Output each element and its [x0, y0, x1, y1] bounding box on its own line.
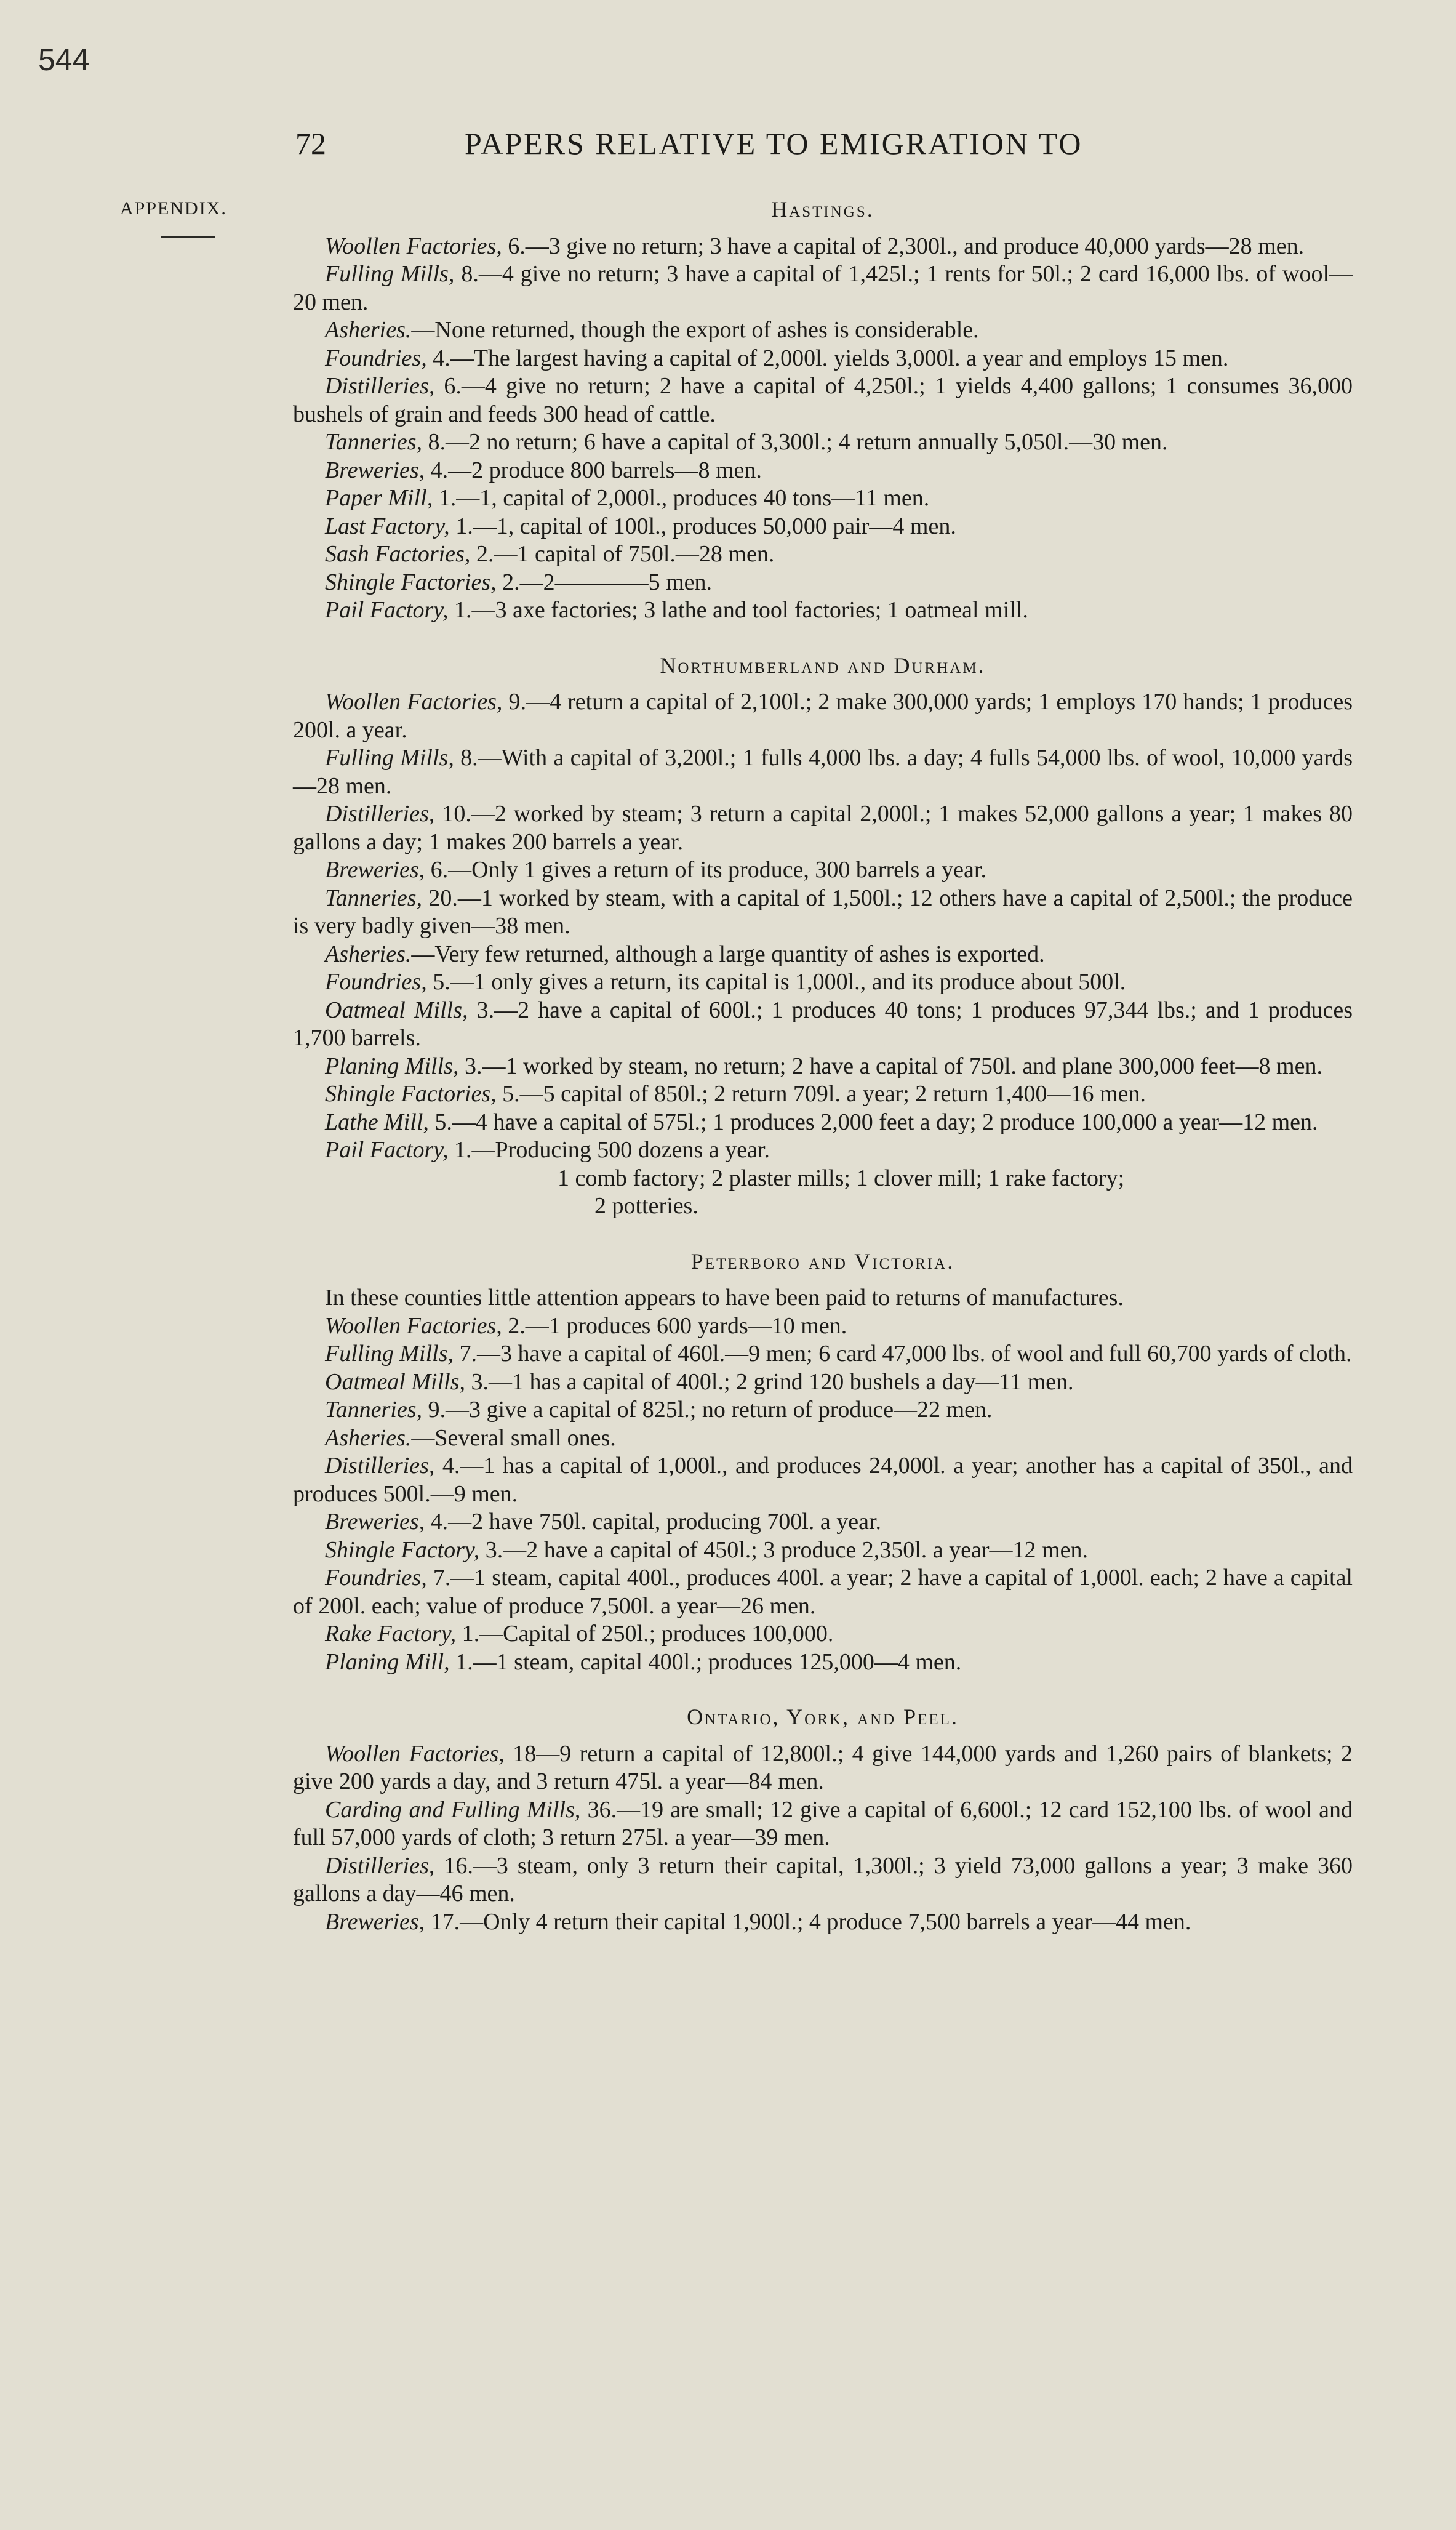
entry-name: Sash Factories,	[325, 541, 471, 567]
entry	[293, 1564, 1353, 1620]
entry-name: Rake Factory,	[325, 1621, 457, 1647]
entry-text: 18—9 return a capital of 12,800l.; 4 give 144,000 yards and 1,260 pairs of blankets; 2 give 200 yards a day, and 3 return 475l. a year—84 men.	[293, 1740, 1353, 1794]
entry-name: Distilleries,	[325, 373, 435, 399]
entry-name: Foundries,	[325, 345, 427, 371]
entry-text: 2.—1 produces 600 yards—10 men.	[502, 1312, 847, 1339]
entry	[293, 316, 1353, 345]
entry	[293, 1796, 1353, 1852]
entry	[293, 1136, 1353, 1165]
entry-text: 6.—Only 1 gives a return of its produce, 300 barrels a year.	[425, 857, 986, 883]
entry-name: Pail Factory,	[325, 597, 449, 623]
entry-text: —None returned, though the export of ashes is considerable.	[411, 317, 979, 343]
entry-text: 8.—2 no return; 6 have a capital of 3,300l.; 4 return annually 5,050l.—30 men.	[422, 429, 1168, 455]
section	[293, 196, 1353, 625]
appendix-label: APPENDIX.	[120, 198, 227, 219]
entry-name: Oatmeal Mills,	[325, 997, 468, 1023]
entry	[293, 1740, 1353, 1796]
entry	[293, 1452, 1353, 1508]
entry-text: 2.—2————5 men.	[496, 569, 713, 595]
entry-name: Tanneries,	[325, 885, 423, 911]
entry-text: 8.—4 give no return; 3 have a capital of 1,425l.; 1 rents for 50l.; 2 card 16,000 lbs. of wool—20 men.	[293, 261, 1353, 315]
entry-text: 1.—Capital of 250l.; produces 100,000.	[456, 1621, 834, 1647]
entry-name: Asheries.	[325, 1424, 412, 1451]
entry-name: Planing Mill,	[325, 1649, 450, 1675]
entry-name: Oatmeal Mills,	[325, 1368, 465, 1395]
entry-name: Woollen Factories,	[325, 1312, 502, 1339]
entry	[293, 941, 1353, 969]
entry	[293, 1080, 1353, 1109]
entry-text: 4.—2 have 750l. capital, producing 700l. a year.	[425, 1509, 882, 1535]
section-heading: Hastings.	[771, 197, 874, 222]
entry-name: Asheries.	[325, 941, 412, 967]
section-heading: Ontario, York, and Peel.	[687, 1705, 959, 1729]
entry-name: Shingle Factories,	[325, 569, 497, 595]
entry	[293, 372, 1353, 428]
entry-text: 4.—1 has a capital of 1,000l., and produces 24,000l. a year; another has a capital of 350l., and produces 500l.—9 men.	[293, 1453, 1353, 1507]
entry-list	[293, 688, 1353, 1221]
entry-text: 1.—3 axe factories; 3 lathe and tool factories; 1 oatmeal mill.	[448, 597, 1028, 623]
section-intro: In these counties little attention appears to have been paid to returns of manufactures.	[325, 1285, 1124, 1311]
entry	[293, 744, 1353, 800]
entry-name: Shingle Factory,	[325, 1536, 480, 1563]
document-body	[293, 196, 1353, 1963]
entry-name: Distilleries,	[325, 1453, 435, 1479]
entry-text: 2.—1 capital of 750l.—28 men.	[470, 541, 775, 567]
section	[293, 1703, 1353, 1936]
entry	[293, 260, 1353, 316]
entry	[293, 233, 1353, 261]
entry-name: Tanneries,	[325, 1397, 423, 1423]
entry-text: —Several small ones.	[411, 1424, 616, 1451]
entry-name: Lathe Mill,	[325, 1109, 429, 1135]
entry	[293, 885, 1353, 941]
entry-name: Tanneries,	[325, 429, 423, 455]
entry-text: 8.—With a capital of 3,200l.; 1 fulls 4,000 lbs. a day; 4 fulls 54,000 lbs. of wool, 10,000 yards—28 men.	[293, 745, 1353, 799]
entry-text: 1.—Producing 500 dozens a year.	[448, 1137, 770, 1163]
entry-name: Paper Mill,	[325, 485, 433, 511]
entry-list	[293, 233, 1353, 625]
entry	[293, 1620, 1353, 1649]
entry	[293, 1368, 1353, 1397]
entry	[293, 513, 1353, 541]
entry-name: Breweries,	[325, 457, 425, 483]
appendix-rule	[161, 236, 215, 238]
entry-text: 3.—2 have a capital of 450l.; 3 produce 2,350l. a year—12 men.	[479, 1536, 1088, 1563]
entry	[293, 540, 1353, 569]
section-heading: Northumberland and Durham.	[660, 653, 986, 678]
entry	[293, 457, 1353, 485]
entry-text: 3.—1 has a capital of 400l.; 2 grind 120 bushels a day—11 men.	[465, 1368, 1074, 1395]
page-title: PAPERS RELATIVE TO EMIGRATION TO	[465, 126, 1083, 161]
continuation-line: 2 potteries.	[594, 1193, 698, 1219]
entry-text: 3.—1 worked by steam, no return; 2 have a capital of 750l. and plane 300,000 feet—8 men.	[458, 1053, 1322, 1079]
entry	[293, 1424, 1353, 1453]
entry-name: Woollen Factories,	[325, 689, 503, 715]
entry-text: 1.—1, capital of 2,000l., produces 40 tons—11 men.	[433, 485, 930, 511]
entry-name: Distilleries,	[325, 801, 435, 827]
entry-text: 10.—2 worked by steam; 3 return a capital 2,000l.; 1 makes 52,000 gallons a year; 1 makes 80 gallons a day; 1 makes 200 barrels a year.	[293, 801, 1353, 855]
entry-name: Planing Mills,	[325, 1053, 459, 1079]
entry-text: 36.—19 are small; 12 give a capital of 6,600l.; 12 card 152,100 lbs. of wool and full 57,000 yards of cloth; 3 return 275l. a year—39 men.	[293, 1796, 1353, 1850]
entry-text: 5.—1 only gives a return, its capital is 1,000l., and its produce about 500l.	[426, 969, 1126, 995]
entry-text: 7.—1 steam, capital 400l., produces 400l. a year; 2 have a capital of 1,000l. each; 2 have a capital of 200l. each; value of produce 7,500l. a year—26 men.	[293, 1565, 1353, 1619]
entry	[293, 997, 1353, 1053]
entry-name: Breweries,	[325, 1509, 425, 1535]
entry	[293, 1340, 1353, 1368]
entry-text: 7.—3 have a capital of 460l.—9 men; 6 card 47,000 lbs. of wool and full 60,700 yards of cloth.	[454, 1341, 1352, 1367]
entry	[293, 1396, 1353, 1424]
entry	[293, 1649, 1353, 1677]
entry-name: Fulling Mills,	[325, 1341, 454, 1367]
entry-text: 16.—3 steam, only 3 return their capital, 1,300l.; 3 yield 73,000 gallons a year; 3 make 360 gallons a day—46 men.	[293, 1852, 1353, 1906]
entry-text: 17.—Only 4 return their capital 1,900l.; 4 produce 7,500 barrels a year—44 men.	[425, 1908, 1191, 1935]
entry-text: 9.—4 return a capital of 2,100l.; 2 make 300,000 yards; 1 employs 170 hands; 1 produces 200l. a year.	[293, 689, 1353, 743]
entry-text: 1.—1 steam, capital 400l.; produces 125,000—4 men.	[449, 1649, 962, 1675]
entry-name: Asheries.	[325, 317, 412, 343]
continuation-line: 1 comb factory; 2 plaster mills; 1 clover mill; 1 rake factory;	[558, 1165, 1125, 1191]
entry-name: Distilleries,	[325, 1852, 435, 1879]
entry-text: 3.—2 have a capital of 600l.; 1 produces 40 tons; 1 produces 97,344 lbs.; and 1 produces 1,700 barrels.	[293, 997, 1353, 1051]
entry	[293, 1908, 1353, 1937]
entry-text: 9.—3 give a capital of 825l.; no return of produce—22 men.	[422, 1397, 993, 1423]
entry-name: Last Factory,	[325, 513, 450, 539]
entry-name: Fulling Mills,	[325, 261, 455, 287]
entry-text: 6.—4 give no return; 2 have a capital of 4,250l.; 1 yields 4,400 gallons; 1 consumes 36,000 bushels of grain and feeds 300 head of cattle.	[293, 373, 1353, 427]
entry-name: Fulling Mills,	[325, 745, 454, 771]
entry	[293, 1312, 1353, 1341]
entry	[293, 968, 1353, 997]
entry	[293, 688, 1353, 744]
entry-name: Woollen Factories,	[325, 233, 502, 259]
entry	[293, 800, 1353, 856]
entry-continuation	[293, 1165, 1353, 1221]
entry-text: 5.—5 capital of 850l.; 2 return 709l. a year; 2 return 1,400—16 men.	[496, 1081, 1146, 1107]
entry-text: 4.—The largest having a capital of 2,000l. yields 3,000l. a year and employs 15 men.	[426, 345, 1229, 371]
entry	[293, 1852, 1353, 1908]
entry-text: 6.—3 give no return; 3 have a capital of 2,300l., and produce 40,000 yards—28 men.	[502, 233, 1305, 259]
entry	[293, 1536, 1353, 1565]
entry	[293, 569, 1353, 597]
entry-text: 1.—1, capital of 100l., produces 50,000 pair—4 men.	[449, 513, 956, 539]
section-heading: Peterboro and Victoria.	[690, 1248, 955, 1274]
entry-text: 4.—2 produce 800 barrels—8 men.	[425, 457, 762, 483]
entry-name: Breweries,	[325, 857, 425, 883]
entry	[293, 856, 1353, 885]
entry	[293, 345, 1353, 373]
entry-list	[293, 1740, 1353, 1937]
entry-name: Breweries,	[325, 1908, 425, 1935]
entry-name: Carding and Fulling Mills,	[325, 1796, 581, 1823]
entry	[293, 1109, 1353, 1137]
entry-name: Foundries,	[325, 1565, 427, 1591]
entry-text: 5.—4 have a capital of 575l.; 1 produces 2,000 feet a day; 2 produce 100,000 a year—12 men.	[428, 1109, 1318, 1135]
entry-name: Pail Factory,	[325, 1137, 449, 1163]
entry-name: Shingle Factories,	[325, 1081, 497, 1107]
header-number: 72	[295, 126, 326, 161]
entry	[293, 596, 1353, 625]
entry	[293, 1053, 1353, 1081]
entry-text: —Very few returned, although a large quantity of ashes is exported.	[411, 941, 1045, 967]
page-number: 544	[38, 42, 90, 77]
entry	[293, 484, 1353, 513]
section	[293, 1248, 1353, 1677]
entry	[293, 1508, 1353, 1536]
entry-name: Woollen Factories,	[325, 1740, 505, 1767]
entry-name: Foundries,	[325, 969, 427, 995]
entry	[293, 428, 1353, 457]
section	[293, 652, 1353, 1221]
entry-text: 20.—1 worked by steam, with a capital of 1,500l.; 12 others have a capital of 2,500l.; the produce is very badly given—38 men.	[293, 885, 1353, 939]
entry-list	[293, 1284, 1353, 1676]
